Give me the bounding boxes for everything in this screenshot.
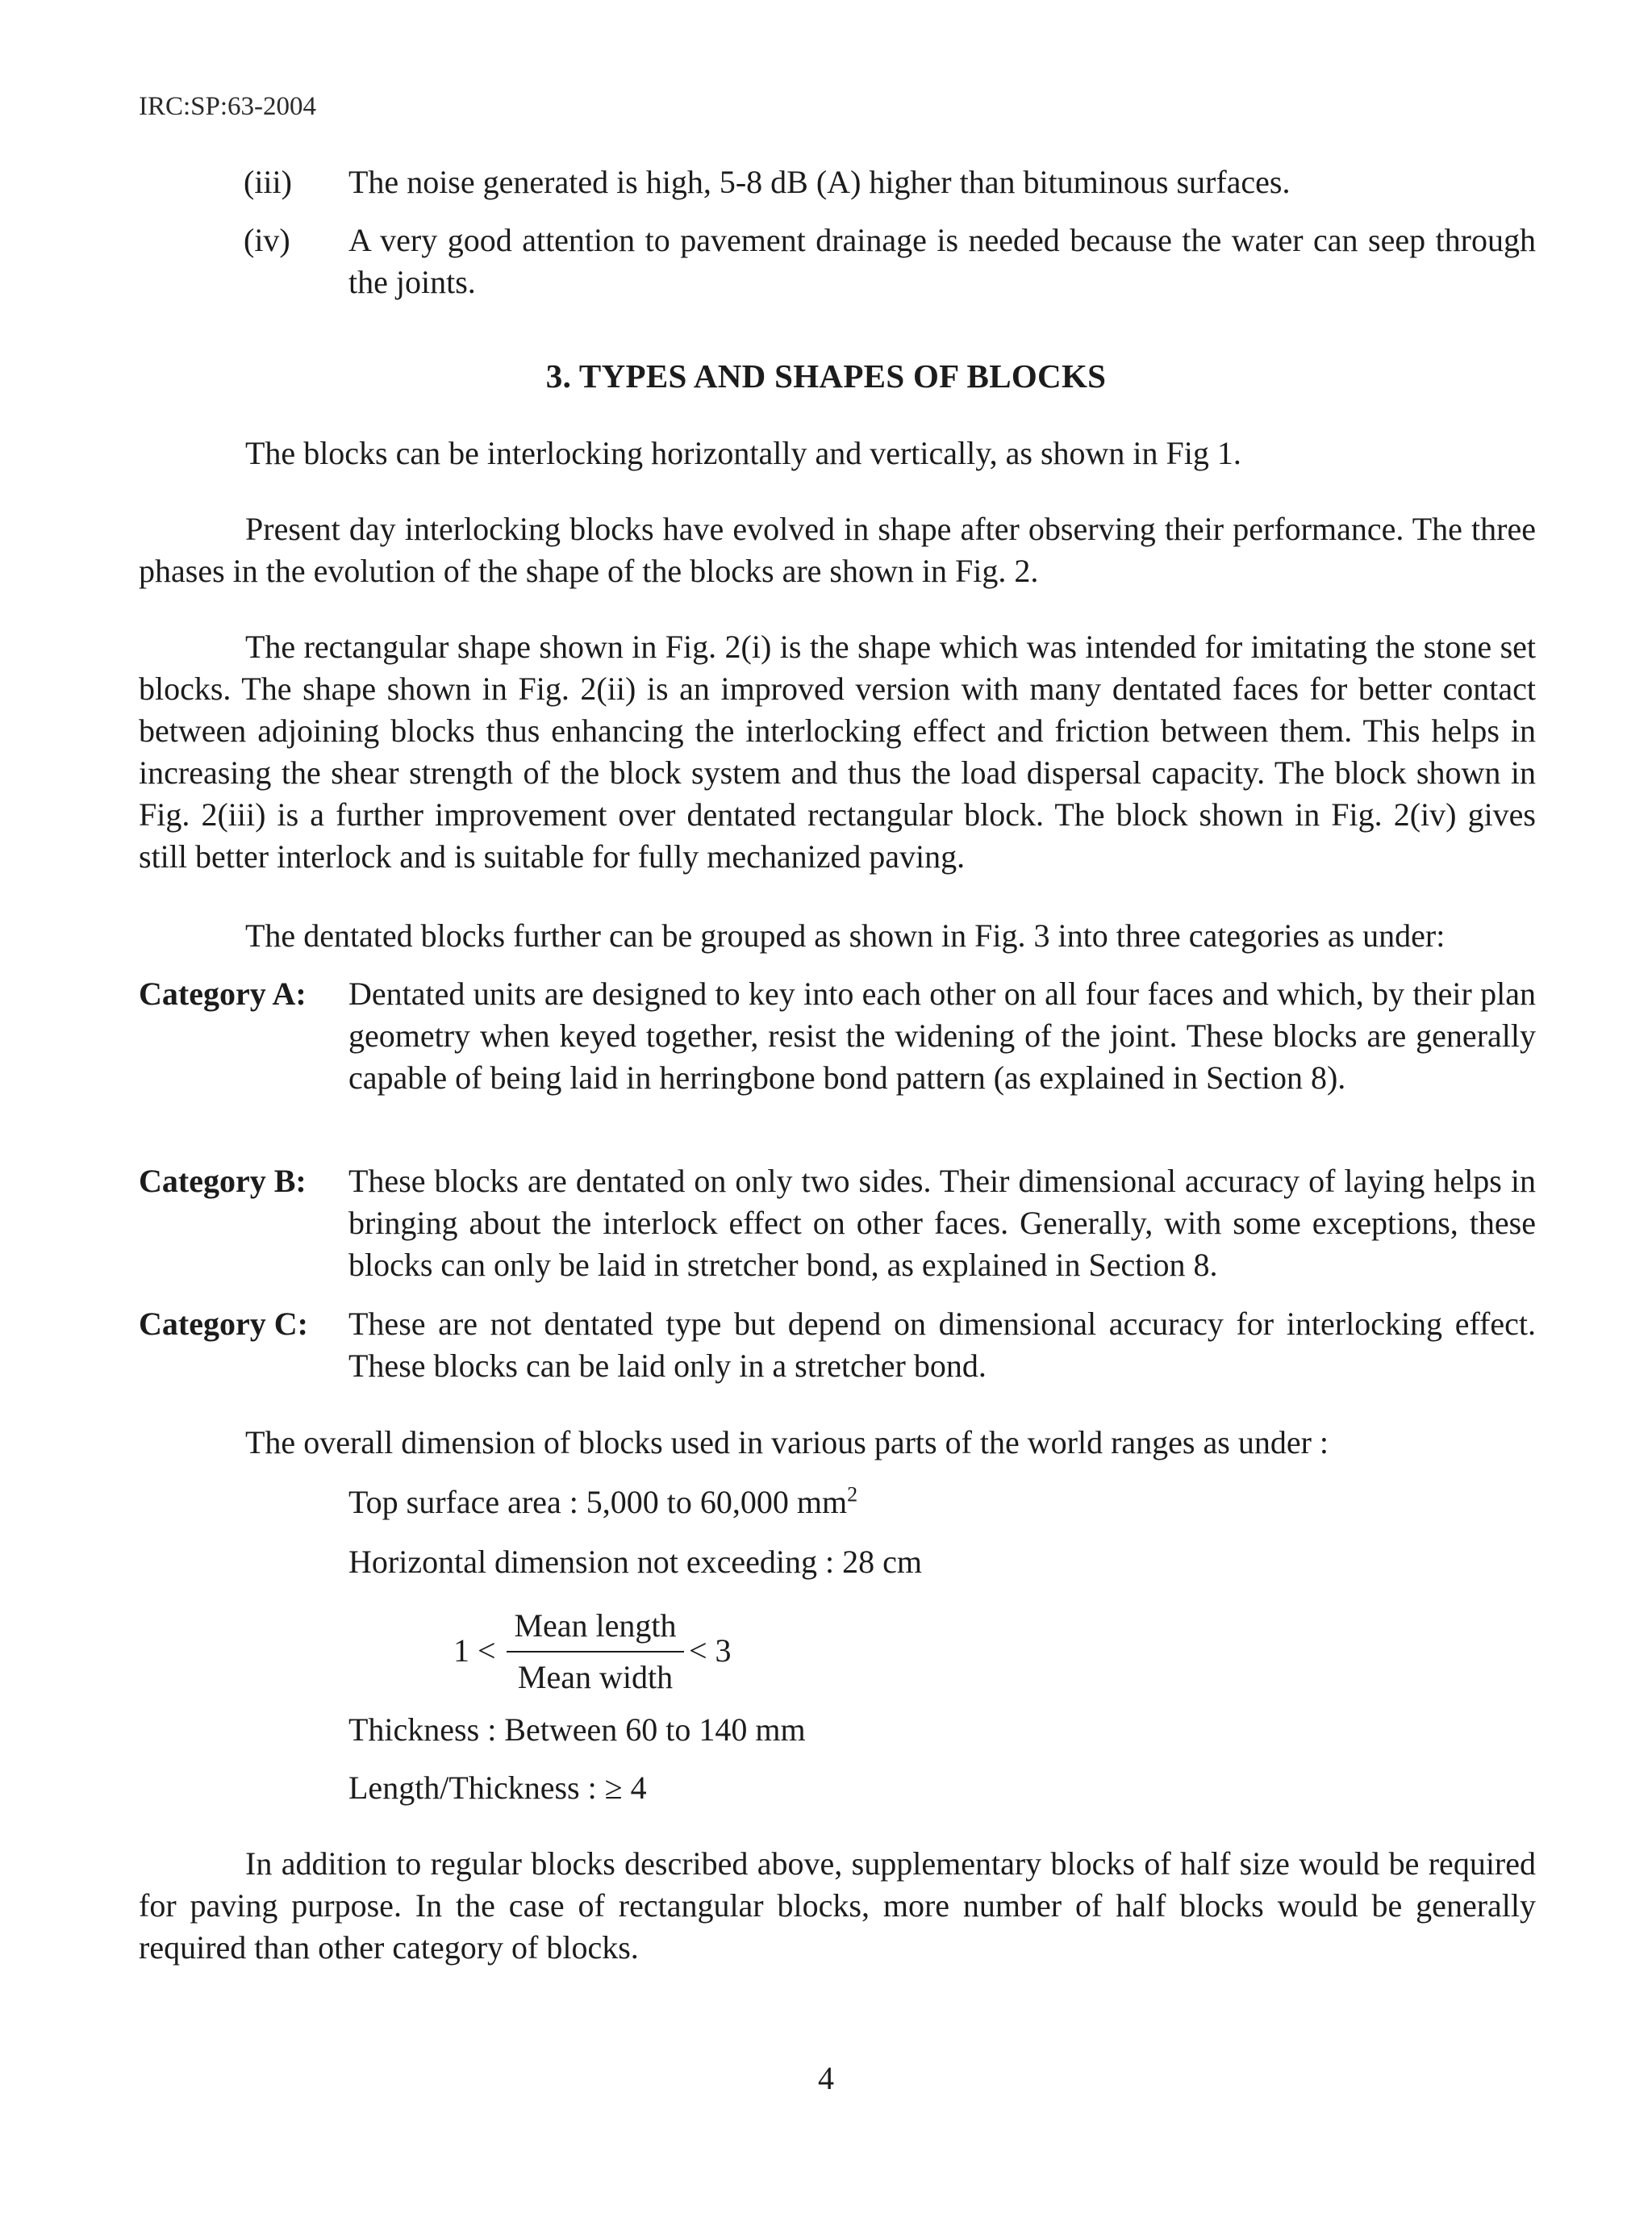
document-code: IRC:SP:63-2004 (139, 92, 317, 121)
category-b-label: Category B: (139, 1163, 307, 1199)
category-a-text: Dentated units are designed to key into each other on all four faces and which, by their plan geometry when keyed together, resist the widening of the joint. These blocks are generally capable of being laid in herringbone bond pattern (as explained in Section 8). (348, 976, 1536, 1096)
fraction-bar (507, 1651, 684, 1652)
category-c-text: These are not dentated type but depend on dimensional accuracy for interlocking effect. These blocks can be laid only in a stretcher bond. (348, 1306, 1536, 1384)
ratio-formula (453, 1606, 760, 1703)
spec-top-surface-superscript: 2 (847, 1482, 858, 1506)
ratio-upper-bound: < 3 (689, 1632, 732, 1669)
list-item-text: A very good attention to pavement drainage is needed because the water can seep through the joints. (348, 222, 1536, 300)
category-c-label: Category C: (139, 1306, 308, 1342)
spec-length-thickness: Length/Thickness : ≥ 4 (348, 1769, 647, 1806)
spec-thickness: Thickness : Between 60 to 140 mm (348, 1711, 806, 1748)
section-heading: 3. TYPES AND SHAPES OF BLOCKS (545, 357, 1107, 395)
spec-horizontal-dimension: Horizontal dimension not exceeding : 28 cm (348, 1544, 922, 1580)
paragraph-categories-intro: The dentated blocks further can be grouped as shown in Fig. 3 into three categories as under: (245, 917, 1446, 954)
ratio-denominator: Mean width (517, 1659, 674, 1695)
spec-top-surface-text: Top surface area : 5,000 to 60,000 mm (348, 1484, 848, 1520)
page-number: 4 (818, 2060, 834, 2096)
paragraph-evolution: Present day interlocking blocks have evolved in shape after observing their performance. The three phases in the evolution of the shape of the blocks are shown in Fig. 2. (139, 511, 1536, 589)
paragraph-shapes: The rectangular shape shown in Fig. 2(i) is the shape which was intended for imitating the stone set blocks. The shape shown in Fig. 2(ii) is an improved version with many dentated faces for better contact between adjoining blocks thus enhancing the interlocking effect and friction between them. This helps in increasing the shear strength of the block system and thus the load dispersal capacity. The block shown in Fig. 2(iii) is a further improvement over dentated rectangular block. The block shown in Fig. 2(iv) gives still better interlock and is suitable for fully mechanized paving. (139, 629, 1536, 875)
ratio-lower-bound: 1 < (453, 1632, 496, 1669)
ratio-fraction (507, 1606, 684, 1698)
paragraph-interlocking: The blocks can be interlocking horizontally and vertically, as shown in Fig 1. (245, 435, 1241, 471)
category-a-label: Category A: (139, 976, 307, 1012)
list-item-text: The noise generated is high, 5-8 dB (A) higher than bituminous surfaces. (348, 164, 1291, 200)
list-item-number: (iii) (244, 164, 292, 200)
category-b-text: These blocks are dentated on only two sides. Their dimensional accuracy of laying helps in bringing about the interlock effect on other faces. Generally, with some exceptions, these blocks can only be laid in stretcher bond, as explained in Section 8. (348, 1163, 1536, 1283)
paragraph-dimensions-intro: The overall dimension of blocks used in various parts of the world ranges as under : (245, 1424, 1329, 1460)
spec-top-surface-area (348, 1481, 857, 1523)
paragraph-supplementary-blocks: In addition to regular blocks described above, supplementary blocks of half size would be required for paving purpose. In the case of rectangular blocks, more number of half blocks would be generally required than other category of blocks. (139, 1845, 1536, 1966)
ratio-numerator: Mean length (514, 1607, 677, 1644)
list-item-number: (iv) (244, 222, 290, 258)
